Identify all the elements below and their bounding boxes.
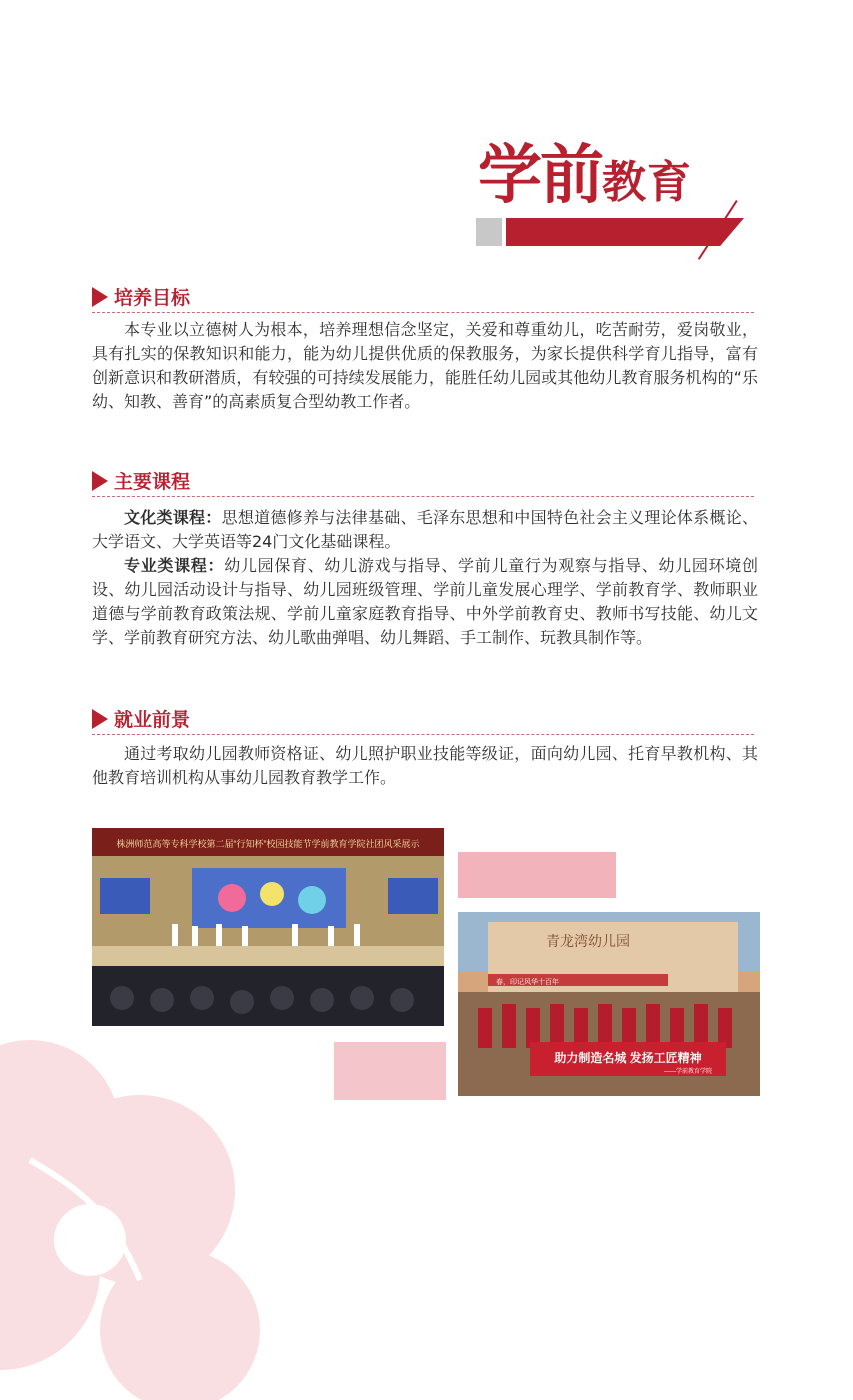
- section-heading-goal: 培养目标: [92, 283, 190, 310]
- pink-block: [458, 852, 616, 898]
- divider: [92, 312, 754, 313]
- major-courses: 专业类课程：幼儿园保育、幼儿游戏与指导、学前儿童行为观察与指导、幼儿园环境创设、幼儿园活动设计与指导、幼儿园班级管理、学前儿童发展心理学、学前教育学、教师职业道德与学前教育政策法规、学前儿童家庭教育指导、中外学前教育史、教师书写技能、幼儿文学、学前教育研究方法、幼儿歌曲弹唱、幼儿舞蹈、手工制作、玩教具制作等。: [92, 556, 758, 647]
- title-main: 学前: [478, 139, 602, 213]
- kindergarten-sign: 青龙湾幼儿园: [546, 935, 630, 950]
- stage-performance-photo: [92, 828, 444, 1026]
- group-banner-sub: ——学前教育学院: [663, 1069, 713, 1075]
- title-sub: 教育: [602, 157, 692, 208]
- triangle-icon: [92, 287, 108, 307]
- flower-decoration: [0, 1040, 320, 1400]
- wall-slogan: 春，印记风华十百年: [496, 979, 559, 986]
- title-gray-block: [476, 218, 502, 246]
- section-heading-career: 就业前景: [92, 705, 190, 732]
- triangle-icon: [92, 471, 108, 491]
- culture-courses: 文化类课程：思想道德修养与法律基础、毛泽东思想和中国特色社会主义理论体系概论、大学语文、大学英语等24门文化基础课程。: [92, 508, 758, 551]
- divider: [92, 496, 754, 497]
- group-banner: 助力制造名城 发扬工匠精神: [554, 1051, 702, 1065]
- pink-block: [334, 1042, 446, 1100]
- stage-banner-text: 株洲师范高等专科学校第二届“行知杯”校园技能节学前教育学院社团风采展示: [116, 839, 420, 849]
- courses-paragraph: [92, 506, 758, 650]
- divider: [92, 734, 754, 735]
- group-photo: [458, 912, 760, 1096]
- goal-paragraph: 本专业以立德树人为根本，培养理想信念坚定，关爱和尊重幼儿，吃苦耐劳，爱岗敬业，具有扎实的保教知识和能力，能为幼儿提供优质的保教服务，为家长提供科学育儿指导，富有创新意识和教研潜质，有较强的可持续发展能力，能胜任幼儿园或其他幼儿教育服务机构的“乐幼、知教、善育”的高素质复合型幼教工作者。: [92, 320, 758, 411]
- section-heading-courses: 主要课程: [92, 467, 190, 494]
- triangle-icon: [92, 709, 108, 729]
- career-paragraph: 通过考取幼儿园教师资格证、幼儿照护职业技能等级证，面向幼儿园、托育早教机构、其他教育培训机构从事幼儿园教育教学工作。: [92, 744, 758, 787]
